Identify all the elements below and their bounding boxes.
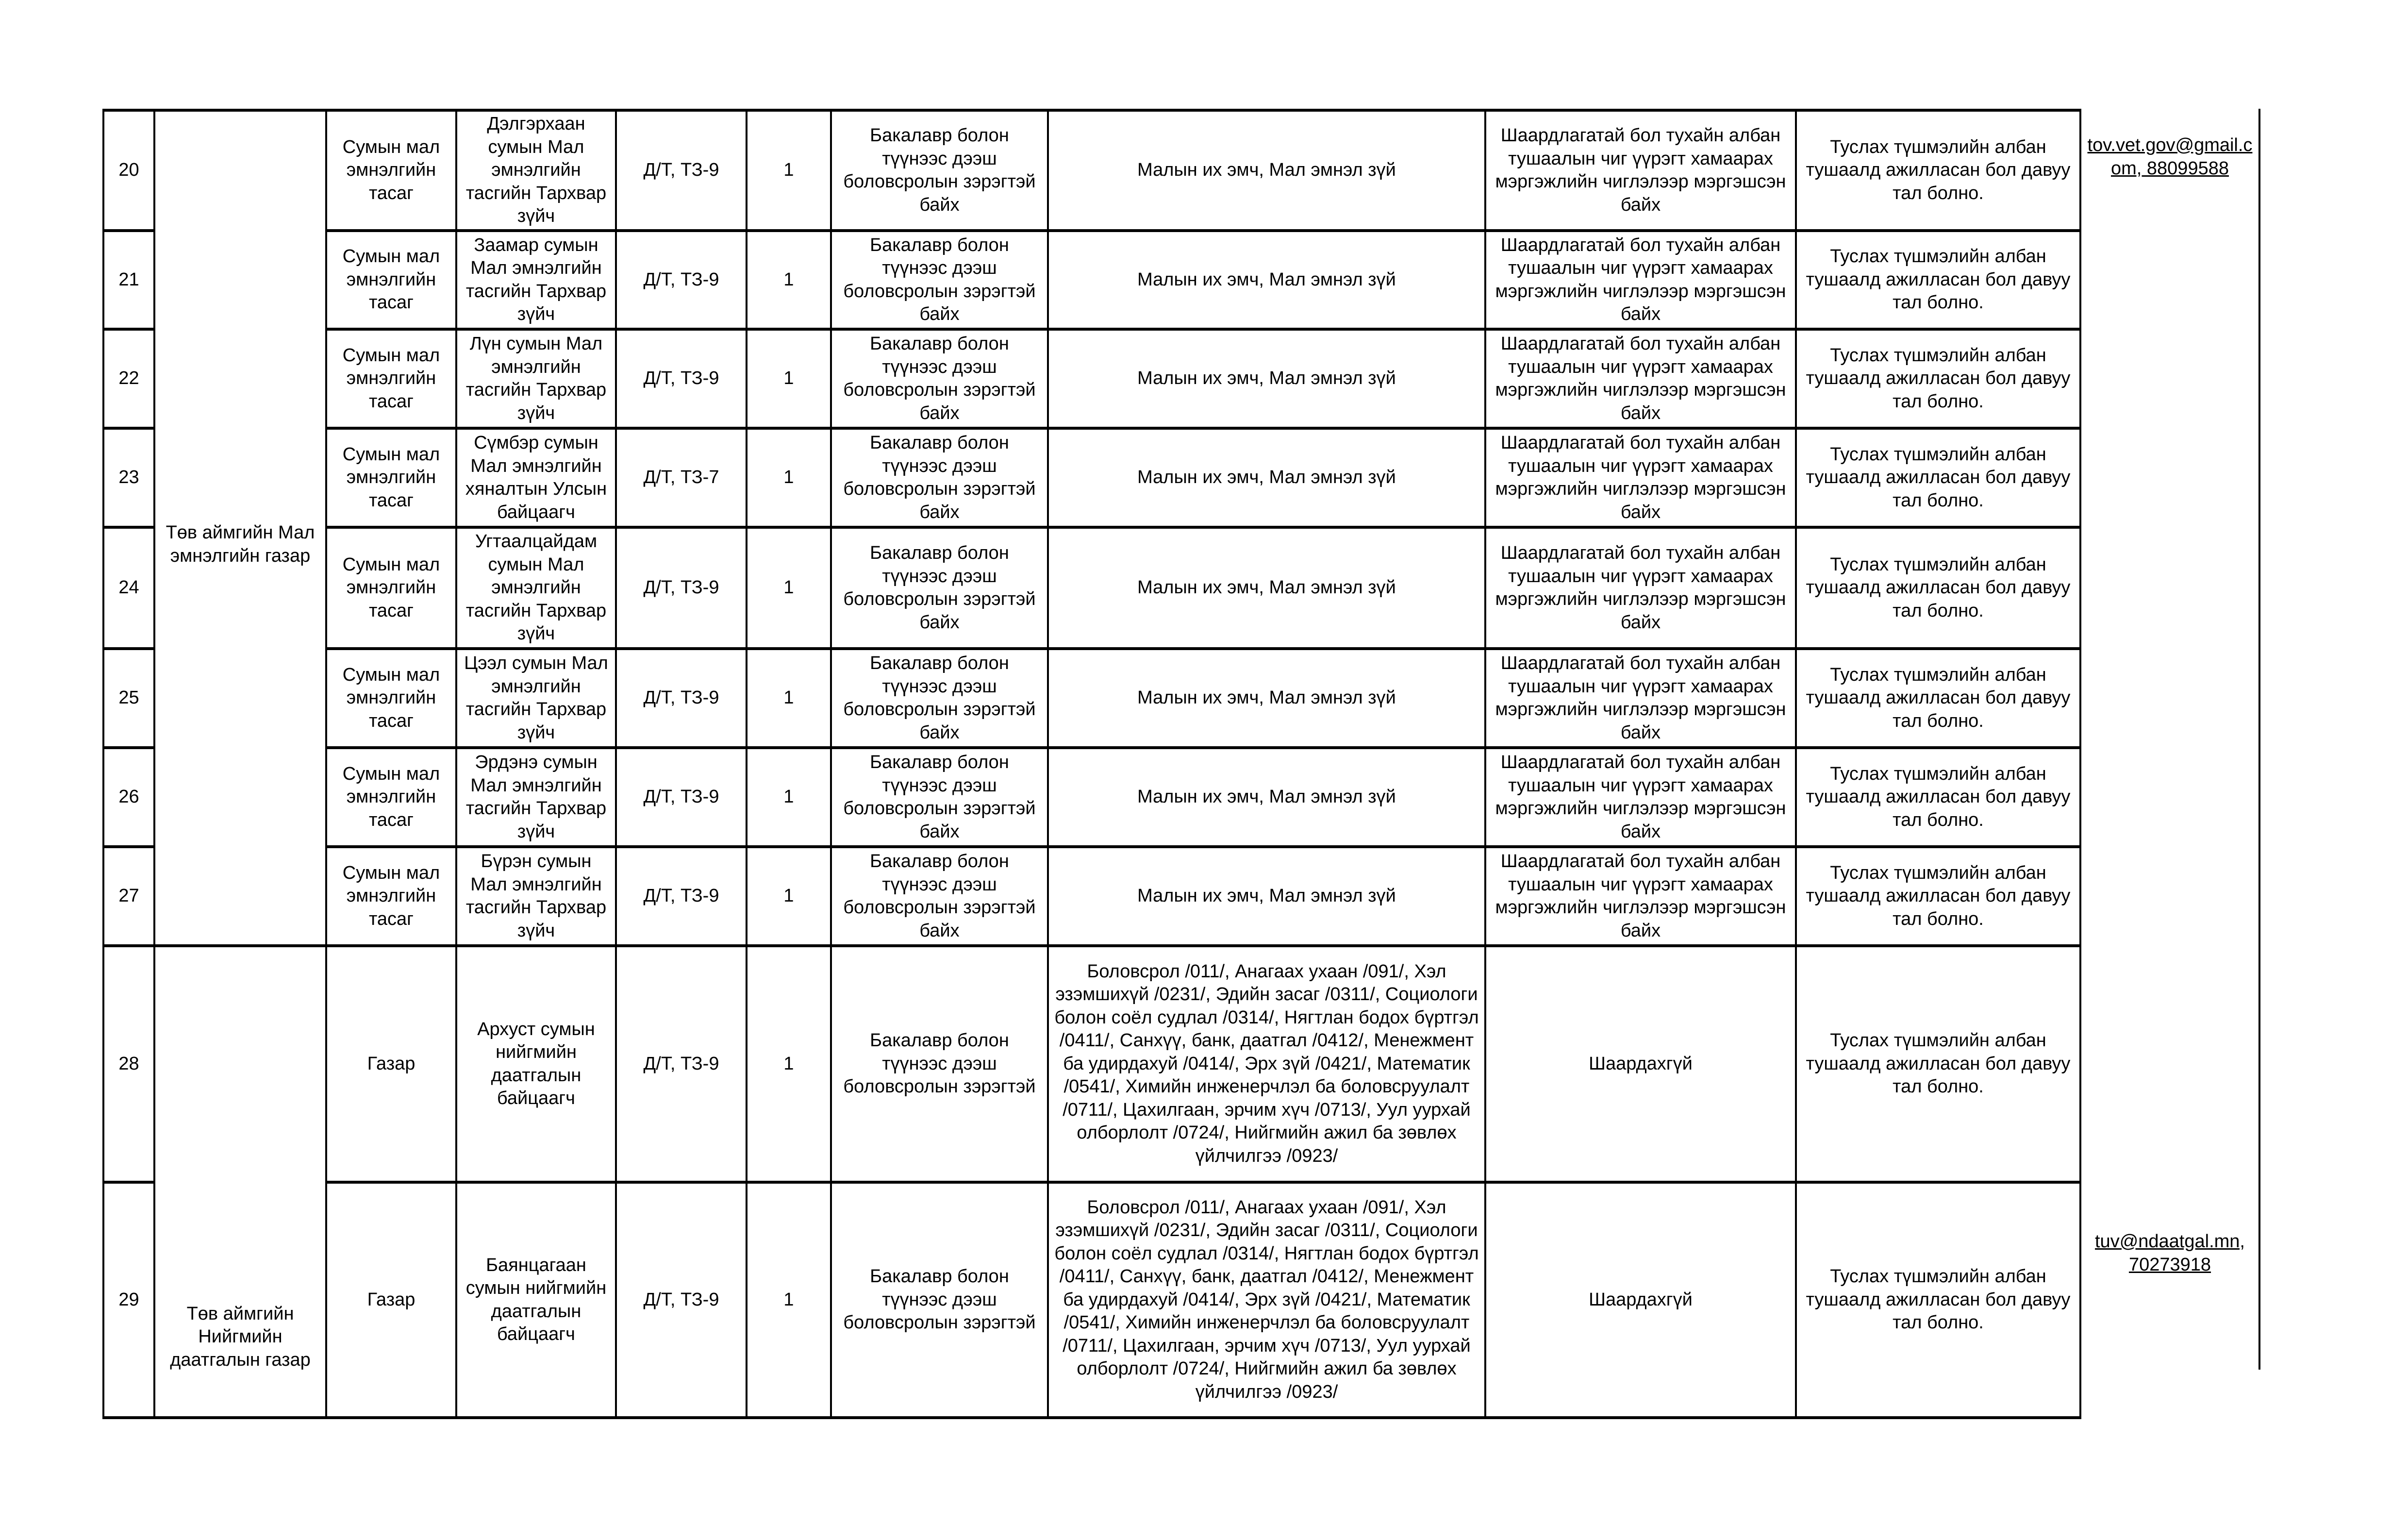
row-number: 21 (103, 231, 154, 329)
department-cell: Сумын мал эмнэлгийн тасаг (326, 329, 456, 428)
position-cell: Баянцагаан сумын нийгмийн даатгалын байцаагч (456, 1182, 616, 1418)
education-cell: Бакалавр болон түүнээс дээш боловсролын зэрэгтэй байх (831, 649, 1048, 748)
organization-name: Төв аймгийн Нийгмийн даатгалын газар (170, 1303, 311, 1370)
count-cell: 1 (747, 110, 831, 231)
row-number: 26 (103, 748, 154, 847)
grade-cell: Д/Т, ТЗ-9 (616, 1182, 747, 1418)
department-cell: Сумын мал эмнэлгийн тасаг (326, 847, 456, 946)
position-cell: Бүрэн сумын Мал эмнэлгийн тасгийн Тархвар зүйч (456, 847, 616, 946)
row-number: 22 (103, 329, 154, 428)
count-cell: 1 (747, 748, 831, 847)
grade-cell: Д/Т, ТЗ-9 (616, 110, 747, 231)
education-cell: Бакалавр болон түүнээс дээш боловсролын зэрэгтэй байх (831, 428, 1048, 527)
education-cell: Бакалавр болон түүнээс дээш боловсролын зэрэгтэй байх (831, 748, 1048, 847)
grade-cell: Д/Т, ТЗ-9 (616, 231, 747, 329)
position-cell: Дэлгэрхаан сумын Мал эмнэлгийн тасгийн Тархвар зүйч (456, 110, 616, 231)
count-cell: 1 (747, 946, 831, 1182)
position-cell: Лүн сумын Мал эмнэлгийн тасгийн Тархвар зүйч (456, 329, 616, 428)
experience-cell: Туслах түшмэлийн албан тушаалд ажилласан бол давуу тал болно. (1796, 231, 2080, 329)
grade-cell: Д/Т, ТЗ-7 (616, 428, 747, 527)
department-cell: Сумын мал эмнэлгийн тасаг (326, 231, 456, 329)
experience-cell: Туслах түшмэлийн албан тушаалд ажилласан бол давуу тал болно. (1796, 329, 2080, 428)
grade-cell: Д/Т, ТЗ-9 (616, 847, 747, 946)
experience-cell: Туслах түшмэлийн албан тушаалд ажилласан бол давуу тал болно. (1796, 649, 2080, 748)
specialization-cell: Шаардлагатай бол тухайн албан тушаалын чиг үүрэгт хамаарах мэргэжлийн чиглэлээр мэргэшсэн байх (1485, 847, 1796, 946)
education-cell: Бакалавр болон түүнээс дээш боловсролын зэрэгтэй байх (831, 847, 1048, 946)
experience-cell: Туслах түшмэлийн албан тушаалд ажилласан бол давуу тал болно. (1796, 748, 2080, 847)
email-link[interactable]: tuv@ndaatgal.mn, 70273918 (2095, 1231, 2245, 1275)
organization-cell (154, 946, 326, 1418)
position-cell: Архуст сумын нийгмийн даатгалын байцаагч (456, 946, 616, 1182)
table-row (103, 1182, 2080, 1418)
specialization-cell: Шаардлагатай бол тухайн албан тушаалын чиг үүрэгт хамаарах мэргэжлийн чиглэлээр мэргэшсэн байх (1485, 748, 1796, 847)
profession-cell: Малын их эмч, Мал эмнэл зүй (1048, 231, 1485, 329)
table-row (103, 847, 2080, 946)
organization-cell (154, 110, 326, 946)
table-row (103, 110, 2080, 231)
specialization-cell: Шаардлагатай бол тухайн албан тушаалын чиг үүрэгт хамаарах мэргэжлийн чиглэлээр мэргэшсэн байх (1485, 231, 1796, 329)
table-row (103, 329, 2080, 428)
education-cell: Бакалавр болон түүнээс дээш боловсролын зэрэгтэй (831, 946, 1048, 1182)
profession-cell: Малын их эмч, Мал эмнэл зүй (1048, 110, 1485, 231)
count-cell: 1 (747, 329, 831, 428)
row-number: 25 (103, 649, 154, 748)
grade-cell: Д/Т, ТЗ-9 (616, 946, 747, 1182)
profession-cell: Малын их эмч, Мал эмнэл зүй (1048, 527, 1485, 649)
row-number: 20 (103, 110, 154, 231)
department-cell: Сумын мал эмнэлгийн тасаг (326, 110, 456, 231)
experience-cell: Туслах түшмэлийн албан тушаалд ажилласан бол давуу тал болно. (1796, 847, 2080, 946)
position-cell: Эрдэнэ сумын Мал эмнэлгийн тасгийн Тархвар зүйч (456, 748, 616, 847)
profession-cell: Боловсрол /011/, Анагаах ухаан /091/, Хэл эзэмшихүй /0231/, Эдийн засаг /0311/, Социологи болон соёл судлал /0314/, Нягтлан бодох бүртгэл /0411/, Санхүү, банк, даатгал /0412/, Менежмент ба удирдахуй /0414/, Эрх зүй /0421/, Математик /0541/, Химийн инженерчлэл ба боловсруулалт /0711/, Цахилгаан, эрчим хүч /0713/, Уул уурхай олборлолт /0724/, Нийгмийн ажил ба зөвлөх үйлчилгээ /0923/ (1048, 946, 1485, 1182)
vacancy-table (102, 109, 2081, 1419)
specialization-cell: Шаардлагатай бол тухайн албан тушаалын чиг үүрэгт хамаарах мэргэжлийн чиглэлээр мэргэшсэн байх (1485, 428, 1796, 527)
grade-cell: Д/Т, ТЗ-9 (616, 649, 747, 748)
row-number: 24 (103, 527, 154, 649)
specialization-cell: Шаардлагатай бол тухайн албан тушаалын чиг үүрэгт хамаарах мэргэжлийн чиглэлээр мэргэшсэн байх (1485, 527, 1796, 649)
position-cell: Угтаалцайдам сумын Мал эмнэлгийн тасгийн Тархвар зүйч (456, 527, 616, 649)
profession-cell: Малын их эмч, Мал эмнэл зүй (1048, 847, 1485, 946)
specialization-cell: Шаардахгүй (1485, 1182, 1796, 1418)
grade-cell: Д/Т, ТЗ-9 (616, 527, 747, 649)
department-cell: Сумын мал эмнэлгийн тасаг (326, 527, 456, 649)
table-row (103, 946, 2080, 1182)
profession-cell: Боловсрол /011/, Анагаах ухаан /091/, Хэл эзэмшихүй /0231/, Эдийн засаг /0311/, Социологи болон соёл судлал /0314/, Нягтлан бодох бүртгэл /0411/, Санхүү, банк, даатгал /0412/, Менежмент ба удирдахуй /0414/, Эрх зүй /0421/, Математик /0541/, Химийн инженерчлэл ба боловсруулалт /0711/, Цахилгаан, эрчим хүч /0713/, Уул уурхай олборлолт /0724/, Нийгмийн ажил ба зөвлөх үйлчилгээ /0923/ (1048, 1182, 1485, 1418)
education-cell: Бакалавр болон түүнээс дээш боловсролын зэрэгтэй (831, 1182, 1048, 1418)
table-row (103, 231, 2080, 329)
specialization-cell: Шаардахгүй (1485, 946, 1796, 1182)
department-cell: Сумын мал эмнэлгийн тасаг (326, 649, 456, 748)
education-cell: Бакалавр болон түүнээс дээш боловсролын зэрэгтэй байх (831, 231, 1048, 329)
table-row (103, 428, 2080, 527)
email-link[interactable]: tov.vet.gov@gmail.com, 88099588 (2087, 135, 2253, 179)
grade-cell: Д/Т, ТЗ-9 (616, 329, 747, 428)
department-cell: Сумын мал эмнэлгийн тасаг (326, 748, 456, 847)
position-cell: Цээл сумын Мал эмнэлгийн тасгийн Тархвар зүйч (456, 649, 616, 748)
table-row (103, 527, 2080, 649)
experience-cell: Туслах түшмэлийн албан тушаалд ажилласан бол давуу тал болно. (1796, 1182, 2080, 1418)
profession-cell: Малын их эмч, Мал эмнэл зүй (1048, 748, 1485, 847)
table-row (103, 748, 2080, 847)
profession-cell: Малын их эмч, Мал эмнэл зүй (1048, 329, 1485, 428)
department-cell: Газар (326, 1182, 456, 1418)
row-number: 28 (103, 946, 154, 1182)
position-cell: Сүмбэр сумын Мал эмнэлгийн хяналтын Улсын байцаагч (456, 428, 616, 527)
experience-cell: Туслах түшмэлийн албан тушаалд ажилласан бол давуу тал болно. (1796, 527, 2080, 649)
row-number: 23 (103, 428, 154, 527)
organization-name: Төв аймгийн Мал эмнэлгийн газар (166, 522, 315, 566)
experience-cell: Туслах түшмэлийн албан тушаалд ажилласан бол давуу тал болно. (1796, 110, 2080, 231)
row-number: 27 (103, 847, 154, 946)
specialization-cell: Шаардлагатай бол тухайн албан тушаалын чиг үүрэгт хамаарах мэргэжлийн чиглэлээр мэргэшсэн байх (1485, 329, 1796, 428)
experience-cell: Туслах түшмэлийн албан тушаалд ажилласан бол давуу тал болно. (1796, 428, 2080, 527)
education-cell: Бакалавр болон түүнээс дээш боловсролын зэрэгтэй байх (831, 110, 1048, 231)
profession-cell: Малын их эмч, Мал эмнэл зүй (1048, 649, 1485, 748)
table-row (103, 649, 2080, 748)
count-cell: 1 (747, 847, 831, 946)
count-cell: 1 (747, 527, 831, 649)
position-cell: Заамар сумын Мал эмнэлгийн тасгийн Тархвар зүйч (456, 231, 616, 329)
contact-column (2079, 109, 2260, 1370)
department-cell: Сумын мал эмнэлгийн тасаг (326, 428, 456, 527)
row-number: 29 (103, 1182, 154, 1418)
count-cell: 1 (747, 1182, 831, 1418)
education-cell: Бакалавр болон түүнээс дээш боловсролын зэрэгтэй байх (831, 527, 1048, 649)
department-cell: Газар (326, 946, 456, 1182)
specialization-cell: Шаардлагатай бол тухайн албан тушаалын чиг үүрэгт хамаарах мэргэжлийн чиглэлээр мэргэшсэн байх (1485, 649, 1796, 748)
grade-cell: Д/Т, ТЗ-9 (616, 748, 747, 847)
experience-cell: Туслах түшмэлийн албан тушаалд ажилласан бол давуу тал болно. (1796, 946, 2080, 1182)
education-cell: Бакалавр болон түүнээс дээш боловсролын зэрэгтэй байх (831, 329, 1048, 428)
profession-cell: Малын их эмч, Мал эмнэл зүй (1048, 428, 1485, 527)
count-cell: 1 (747, 428, 831, 527)
specialization-cell: Шаардлагатай бол тухайн албан тушаалын чиг үүрэгт хамаарах мэргэжлийн чиглэлээр мэргэшсэн байх (1485, 110, 1796, 231)
count-cell: 1 (747, 231, 831, 329)
count-cell: 1 (747, 649, 831, 748)
